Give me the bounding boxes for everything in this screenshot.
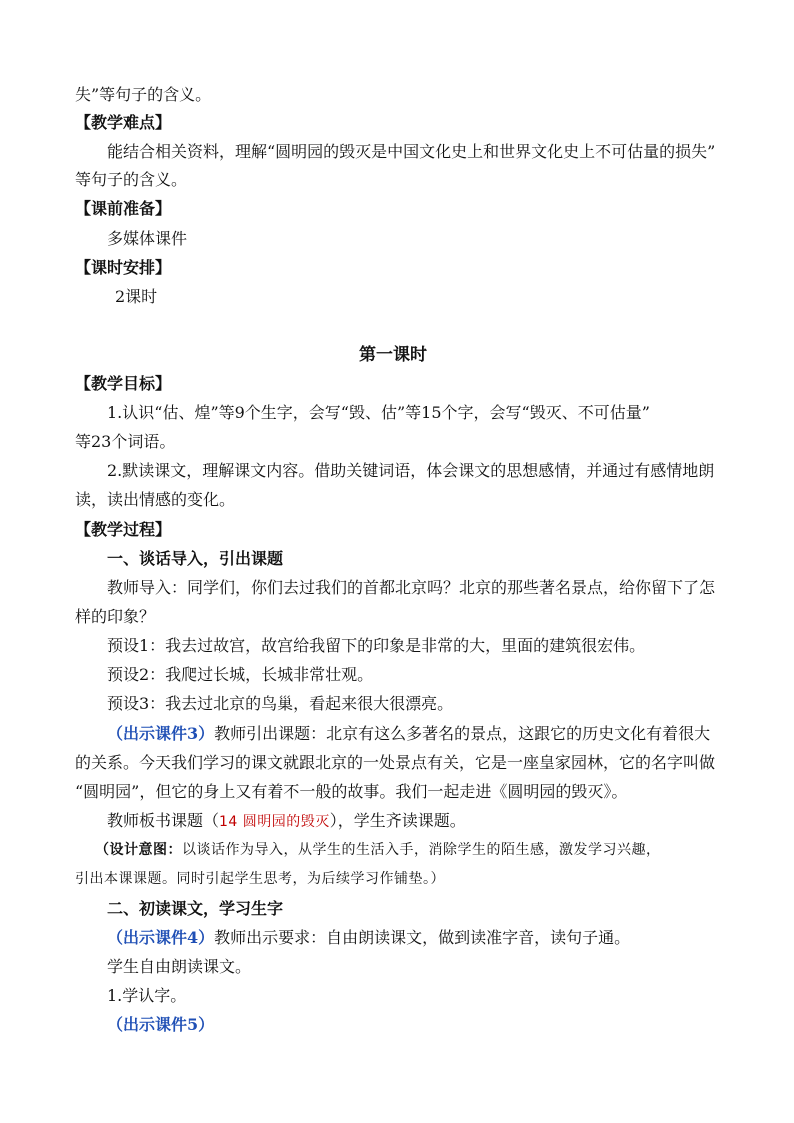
design-intent-label: （设计意图： [95,842,182,858]
section-heading-process: 【教学过程】 [75,520,172,539]
courseware-tag: （出示课件4） [107,928,215,947]
text-span: ），学生齐读课题。 [329,811,466,830]
text-line [107,809,466,834]
text-line: 能结合相关资料，理解“圆明园的毁灭是中国文化史上和世界文化史上不可估量的损失” [107,142,716,161]
text-line: 样的印象？ [75,607,156,626]
design-intent-line: 引出本课课题。同时引起学生思考，为后续学习作铺垫。） [75,871,445,887]
text-span: 教师出示要求：自由朗读课文，做到读准字音，读句子通。 [214,928,631,947]
lesson-title: 第一课时 [359,345,427,365]
text-span: 教师板书课题（ [107,811,220,830]
section-heading-preparation: 【课前准备】 [75,199,172,218]
text-line: 预设3：我去过北京的鸟巢，看起来很大很漂亮。 [107,694,454,713]
text-line [107,926,630,950]
text-line: 1.学认字。 [107,986,187,1005]
text-span: 以谈话作为导入，从学生的生活入手，消除学生的陌生感，激发学习兴趣， [182,842,661,858]
text-line [107,722,710,746]
text-line: 读，读出情感的变化。 [75,490,236,509]
text-span: 教师引出课题：北京有这么多著名的景点，这跟它的历史文化有着很大 [214,724,711,743]
subsection-heading-reading: 二、初读课文，学习生字 [107,899,284,918]
courseware-tag: （出示课件3） [107,724,215,743]
section-heading-difficulty: 【教学难点】 [75,113,172,132]
text-line: 教师导入：同学们，你们去过我们的首都北京吗？北京的那些著名景点，给你留下了怎 [107,578,716,597]
section-heading-schedule: 【课时安排】 [75,258,172,277]
text-line: 2课时 [115,287,158,306]
text-line: 失”等句子的含义。 [75,85,212,104]
courseware-tag: （出示课件5） [107,1015,215,1034]
board-title: 14 圆明园的毁灭 [219,814,330,830]
text-line: 1.认识“估、煌”等9个生字，会写“毁、估”等15个字，会写“毁灭、不可估量” [107,403,650,422]
text-line: 预设1：我去过故宫，故宫给我留下的印象是非常的大，里面的建筑很宏伟。 [107,636,646,655]
text-line: 多媒体课件 [107,229,188,248]
text-line: 的关系。今天我们学习的课文就跟北京的一处景点有关，它是一座皇家园林，它的名字叫做 [75,753,716,772]
text-line: “圆明园”，但它的身上又有着不一般的故事。我们一起走进《圆明园的毁灭》。 [75,782,628,801]
section-heading-objectives: 【教学目标】 [75,374,172,393]
text-line: 等句子的含义。 [75,170,188,189]
subsection-heading-intro: 一、谈话导入，引出课题 [107,549,284,568]
design-intent-line [95,838,661,862]
text-line: 学生自由朗读课文。 [107,957,252,976]
text-line: 预设2：我爬过长城，长城非常壮观。 [107,665,374,684]
text-line: 等23个词语。 [75,432,176,451]
text-line: 2.默读课文，理解课文内容。借助关键词语，体会课文的思想感情，并通过有感情地朗 [107,461,715,480]
